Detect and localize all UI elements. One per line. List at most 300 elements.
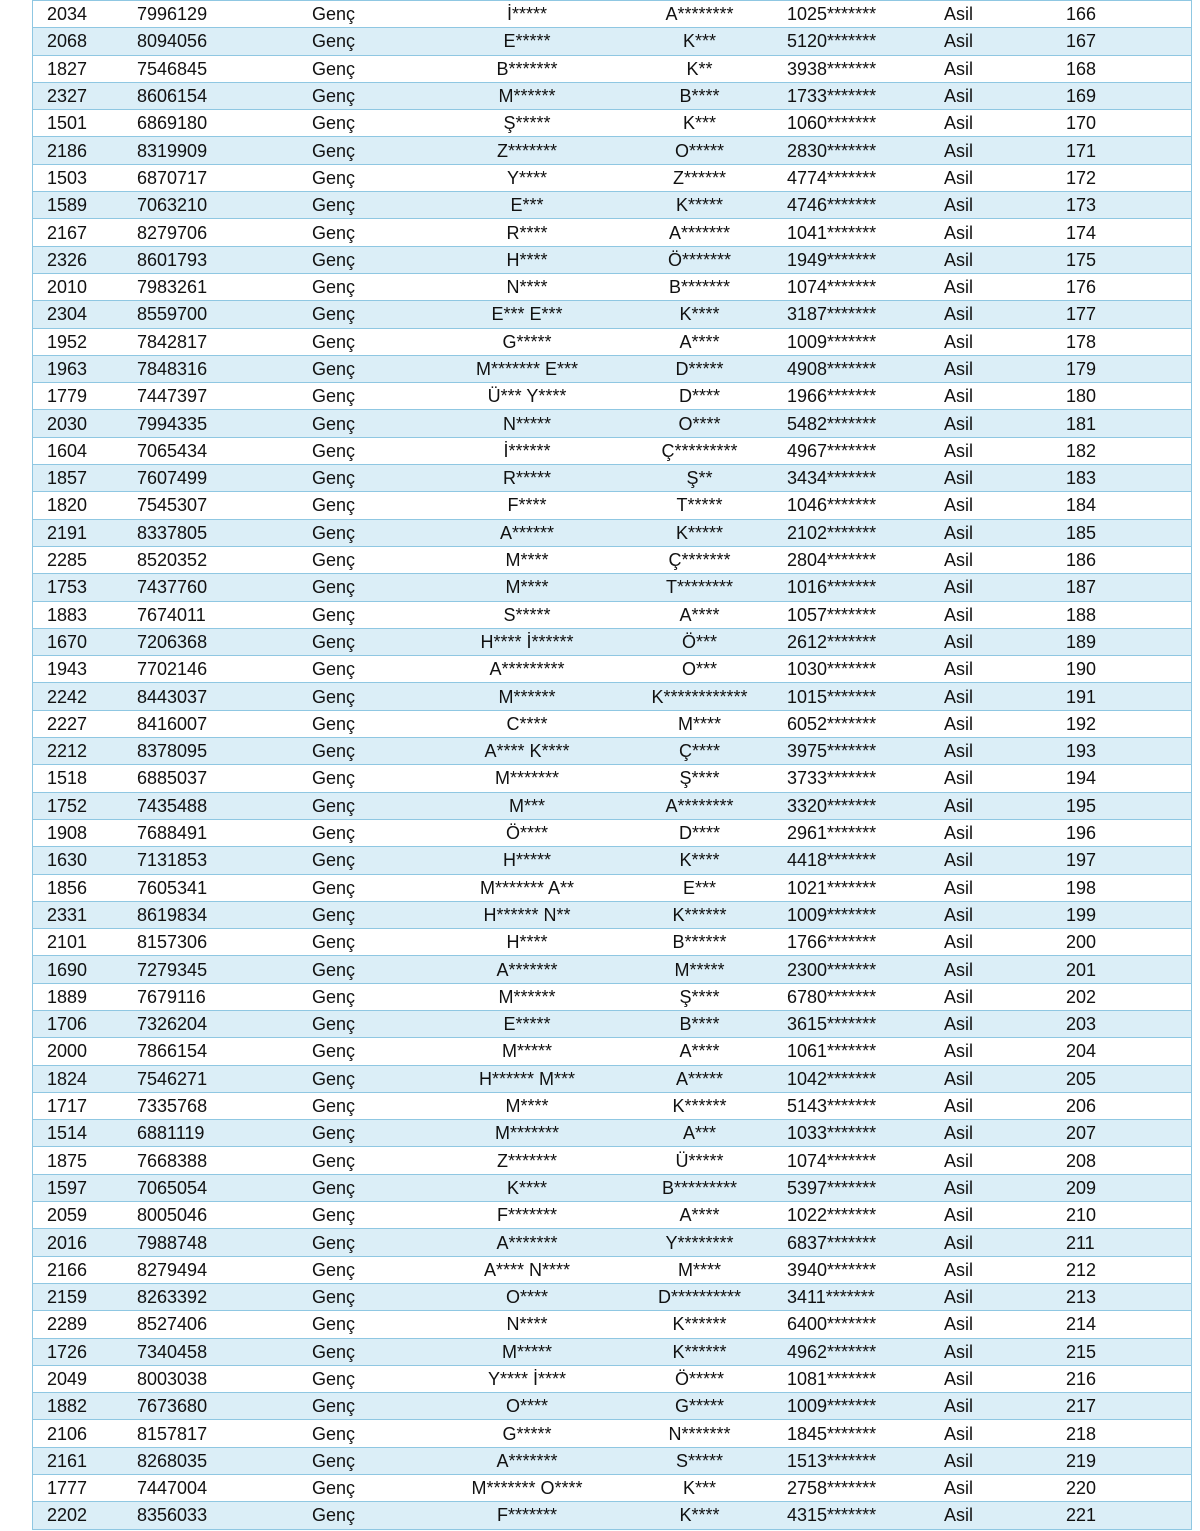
table-row [33,301,1191,328]
row-id-cell: 2030 [33,410,137,437]
list-type-cell: Asil [942,819,1064,846]
id-number-cell: 3615******* [777,1010,942,1037]
application-number-cell: 8601793 [137,246,312,273]
application-number-cell: 7131853 [137,847,312,874]
id-number-cell: 5143******* [777,1092,942,1119]
id-number-cell: 3975******* [777,738,942,765]
row-id-cell: 2202 [33,1502,137,1529]
application-number-cell: 8003038 [137,1365,312,1392]
application-number-cell: 7335768 [137,1092,312,1119]
last-name-cell: O*** [622,656,777,683]
id-number-cell: 1061******* [777,1038,942,1065]
application-number-cell: 7996129 [137,1,312,28]
row-id-cell: 1779 [33,383,137,410]
last-name-cell: A**** [622,1202,777,1229]
first-name-cell: O**** [432,1393,622,1420]
last-name-cell: G***** [622,1393,777,1420]
table-row [33,1475,1191,1502]
application-number-cell: 6869180 [137,110,312,137]
category-cell: Genç [312,355,432,382]
last-name-cell: K** [622,55,777,82]
category-cell: Genç [312,1174,432,1201]
application-number-cell: 6881119 [137,1120,312,1147]
first-name-cell: H**** [432,929,622,956]
first-name-cell: M******* [432,765,622,792]
table-row [33,410,1191,437]
row-id-cell: 2106 [33,1420,137,1447]
rank-cell: 195 [1064,792,1191,819]
last-name-cell: K**** [622,301,777,328]
list-type-cell: Asil [942,219,1064,246]
rank-cell: 197 [1064,847,1191,874]
last-name-cell: A*** [622,1120,777,1147]
row-id-cell: 1952 [33,328,137,355]
last-name-cell: K****** [622,1092,777,1119]
list-type-cell: Asil [942,628,1064,655]
list-type-cell: Asil [942,301,1064,328]
row-id-cell: 1963 [33,355,137,382]
rank-cell: 221 [1064,1502,1191,1529]
table-row [33,465,1191,492]
list-type-cell: Asil [942,765,1064,792]
row-id-cell: 1518 [33,765,137,792]
category-cell: Genç [312,765,432,792]
rank-cell: 171 [1064,137,1191,164]
list-type-cell: Asil [942,738,1064,765]
row-id-cell: 2034 [33,1,137,28]
category-cell: Genç [312,1338,432,1365]
id-number-cell: 1016******* [777,574,942,601]
id-number-cell: 5397******* [777,1174,942,1201]
table-row [33,601,1191,628]
application-number-cell: 6870717 [137,164,312,191]
category-cell: Genç [312,28,432,55]
row-id-cell: 2285 [33,546,137,573]
row-id-cell: 1908 [33,819,137,846]
table-row [33,437,1191,464]
list-type-cell: Asil [942,847,1064,874]
first-name-cell: A****** [432,519,622,546]
last-name-cell: S***** [622,1447,777,1474]
first-name-cell: F**** [432,492,622,519]
first-name-cell: N***** [432,410,622,437]
application-number-cell: 8416007 [137,710,312,737]
last-name-cell: Ç********* [622,437,777,464]
id-number-cell: 1021******* [777,874,942,901]
category-cell: Genç [312,1502,432,1529]
last-name-cell: A**** [622,1038,777,1065]
category-cell: Genç [312,874,432,901]
id-number-cell: 1046******* [777,492,942,519]
first-name-cell: A******* [432,1447,622,1474]
category-cell: Genç [312,383,432,410]
application-number-cell: 7842817 [137,328,312,355]
id-number-cell: 5120******* [777,28,942,55]
application-number-cell: 7702146 [137,656,312,683]
application-number-cell: 7988748 [137,1229,312,1256]
list-type-cell: Asil [942,110,1064,137]
application-number-cell: 7435488 [137,792,312,819]
category-cell: Genç [312,1393,432,1420]
category-cell: Genç [312,1038,432,1065]
category-cell: Genç [312,956,432,983]
last-name-cell: D********** [622,1283,777,1310]
first-name-cell: H**** İ****** [432,628,622,655]
row-id-cell: 1943 [33,656,137,683]
list-type-cell: Asil [942,1010,1064,1037]
category-cell: Genç [312,82,432,109]
application-number-cell: 7063210 [137,192,312,219]
list-type-cell: Asil [942,437,1064,464]
last-name-cell: A******* [622,219,777,246]
category-cell: Genç [312,1065,432,1092]
row-id-cell: 1777 [33,1475,137,1502]
id-number-cell: 4908******* [777,355,942,382]
list-type-cell: Asil [942,355,1064,382]
last-name-cell: M**** [622,710,777,737]
row-id-cell: 1501 [33,110,137,137]
results-table-body [33,1,1191,1530]
application-number-cell: 7447004 [137,1475,312,1502]
row-id-cell: 1630 [33,847,137,874]
last-name-cell: Y******** [622,1229,777,1256]
category-cell: Genç [312,847,432,874]
list-type-cell: Asil [942,465,1064,492]
first-name-cell: İ***** [432,1,622,28]
table-row [33,110,1191,137]
last-name-cell: Ş**** [622,983,777,1010]
application-number-cell: 7065054 [137,1174,312,1201]
id-number-cell: 1074******* [777,273,942,300]
table-row [33,246,1191,273]
category-cell: Genç [312,1147,432,1174]
last-name-cell: B****** [622,929,777,956]
table-row [33,546,1191,573]
table-row [33,137,1191,164]
id-number-cell: 3411******* [777,1283,942,1310]
table-row [33,983,1191,1010]
rank-cell: 202 [1064,983,1191,1010]
rank-cell: 215 [1064,1338,1191,1365]
table-row [33,192,1191,219]
rank-cell: 169 [1064,82,1191,109]
list-type-cell: Asil [942,1475,1064,1502]
table-row [33,1365,1191,1392]
table-row [33,1092,1191,1119]
category-cell: Genç [312,410,432,437]
row-id-cell: 2289 [33,1311,137,1338]
category-cell: Genç [312,601,432,628]
category-cell: Genç [312,55,432,82]
list-type-cell: Asil [942,1120,1064,1147]
first-name-cell: A**** N**** [432,1256,622,1283]
rank-cell: 173 [1064,192,1191,219]
row-id-cell: 1597 [33,1174,137,1201]
table-row [33,738,1191,765]
category-cell: Genç [312,1420,432,1447]
id-number-cell: 2758******* [777,1475,942,1502]
rank-cell: 201 [1064,956,1191,983]
id-number-cell: 1042******* [777,1065,942,1092]
first-name-cell: M**** [432,546,622,573]
row-id-cell: 2227 [33,710,137,737]
list-type-cell: Asil [942,1256,1064,1283]
id-number-cell: 3940******* [777,1256,942,1283]
rank-cell: 196 [1064,819,1191,846]
table-row [33,219,1191,246]
table-row [33,1038,1191,1065]
first-name-cell: Y**** İ**** [432,1365,622,1392]
id-number-cell: 1009******* [777,328,942,355]
first-name-cell: M**** [432,1092,622,1119]
id-number-cell: 3733******* [777,765,942,792]
list-type-cell: Asil [942,492,1064,519]
last-name-cell: K****** [622,1311,777,1338]
row-id-cell: 2331 [33,901,137,928]
list-type-cell: Asil [942,1393,1064,1420]
table-row [33,1202,1191,1229]
category-cell: Genç [312,1092,432,1119]
row-id-cell: 1753 [33,574,137,601]
row-id-cell: 1726 [33,1338,137,1365]
rank-cell: 175 [1064,246,1191,273]
category-cell: Genç [312,901,432,928]
table-row [33,574,1191,601]
last-name-cell: Ç**** [622,738,777,765]
list-type-cell: Asil [942,1065,1064,1092]
table-row [33,519,1191,546]
category-cell: Genç [312,328,432,355]
list-type-cell: Asil [942,519,1064,546]
first-name-cell: A******* [432,956,622,983]
rank-cell: 210 [1064,1202,1191,1229]
rank-cell: 192 [1064,710,1191,737]
id-number-cell: 3434******* [777,465,942,492]
rank-cell: 200 [1064,929,1191,956]
last-name-cell: K************ [622,683,777,710]
table-row [33,1065,1191,1092]
table-row [33,628,1191,655]
rank-cell: 176 [1064,273,1191,300]
last-name-cell: K*** [622,1475,777,1502]
id-number-cell: 3938******* [777,55,942,82]
application-number-cell: 7607499 [137,465,312,492]
row-id-cell: 2101 [33,929,137,956]
results-table [33,0,1191,1530]
row-id-cell: 2016 [33,1229,137,1256]
rank-cell: 190 [1064,656,1191,683]
list-type-cell: Asil [942,656,1064,683]
list-type-cell: Asil [942,1283,1064,1310]
row-id-cell: 1889 [33,983,137,1010]
last-name-cell: T******** [622,574,777,601]
first-name-cell: M****** [432,683,622,710]
list-type-cell: Asil [942,1447,1064,1474]
list-type-cell: Asil [942,929,1064,956]
category-cell: Genç [312,1,432,28]
table-row [33,1229,1191,1256]
first-name-cell: M***** [432,1038,622,1065]
list-type-cell: Asil [942,1338,1064,1365]
list-type-cell: Asil [942,1229,1064,1256]
table-row [33,1147,1191,1174]
table-row [33,1311,1191,1338]
category-cell: Genç [312,738,432,765]
application-number-cell: 7668388 [137,1147,312,1174]
first-name-cell: M*** [432,792,622,819]
id-number-cell: 1030******* [777,656,942,683]
last-name-cell: Ö***** [622,1365,777,1392]
category-cell: Genç [312,1311,432,1338]
last-name-cell: K***** [622,192,777,219]
rank-cell: 198 [1064,874,1191,901]
category-cell: Genç [312,246,432,273]
row-id-cell: 2167 [33,219,137,246]
rank-cell: 208 [1064,1147,1191,1174]
application-number-cell: 7326204 [137,1010,312,1037]
id-number-cell: 1966******* [777,383,942,410]
table-row [33,847,1191,874]
first-name-cell: M**** [432,574,622,601]
list-type-cell: Asil [942,192,1064,219]
category-cell: Genç [312,819,432,846]
rank-cell: 188 [1064,601,1191,628]
last-name-cell: K***** [622,519,777,546]
last-name-cell: B**** [622,1010,777,1037]
first-name-cell: N**** [432,1311,622,1338]
table-row [33,956,1191,983]
last-name-cell: E*** [622,874,777,901]
row-id-cell: 1589 [33,192,137,219]
row-id-cell: 1604 [33,437,137,464]
row-id-cell: 2242 [33,683,137,710]
rank-cell: 170 [1064,110,1191,137]
id-number-cell: 1074******* [777,1147,942,1174]
application-number-cell: 8279706 [137,219,312,246]
list-type-cell: Asil [942,273,1064,300]
id-number-cell: 1041******* [777,219,942,246]
list-type-cell: Asil [942,82,1064,109]
row-id-cell: 1752 [33,792,137,819]
first-name-cell: O**** [432,1283,622,1310]
id-number-cell: 4418******* [777,847,942,874]
category-cell: Genç [312,929,432,956]
last-name-cell: M***** [622,956,777,983]
rank-cell: 205 [1064,1065,1191,1092]
id-number-cell: 1022******* [777,1202,942,1229]
table-row [33,819,1191,846]
last-name-cell: A******** [622,1,777,28]
last-name-cell: O***** [622,137,777,164]
first-name-cell: Y**** [432,164,622,191]
application-number-cell: 7679116 [137,983,312,1010]
first-name-cell: Ü*** Y**** [432,383,622,410]
application-number-cell: 8337805 [137,519,312,546]
application-number-cell: 7340458 [137,1338,312,1365]
row-id-cell: 2010 [33,273,137,300]
row-id-cell: 1882 [33,1393,137,1420]
id-number-cell: 2804******* [777,546,942,573]
application-number-cell: 8520352 [137,546,312,573]
application-number-cell: 8279494 [137,1256,312,1283]
category-cell: Genç [312,574,432,601]
application-number-cell: 7279345 [137,956,312,983]
table-row [33,656,1191,683]
application-number-cell: 7994335 [137,410,312,437]
application-number-cell: 8356033 [137,1502,312,1529]
id-number-cell: 1766******* [777,929,942,956]
list-type-cell: Asil [942,1311,1064,1338]
rank-cell: 207 [1064,1120,1191,1147]
row-id-cell: 2304 [33,301,137,328]
last-name-cell: T***** [622,492,777,519]
id-number-cell: 1015******* [777,683,942,710]
table-row [33,874,1191,901]
rank-cell: 179 [1064,355,1191,382]
category-cell: Genç [312,465,432,492]
row-id-cell: 1514 [33,1120,137,1147]
row-id-cell: 1824 [33,1065,137,1092]
table-row [33,1393,1191,1420]
id-number-cell: 2102******* [777,519,942,546]
category-cell: Genç [312,219,432,246]
last-name-cell: D**** [622,819,777,846]
first-name-cell: E***** [432,1010,622,1037]
list-type-cell: Asil [942,792,1064,819]
category-cell: Genç [312,273,432,300]
row-id-cell: 2059 [33,1202,137,1229]
category-cell: Genç [312,656,432,683]
table-row [33,710,1191,737]
id-number-cell: 2612******* [777,628,942,655]
first-name-cell: M******* O**** [432,1475,622,1502]
list-type-cell: Asil [942,874,1064,901]
table-row [33,328,1191,355]
application-number-cell: 8606154 [137,82,312,109]
list-type-cell: Asil [942,1174,1064,1201]
rank-cell: 218 [1064,1420,1191,1447]
category-cell: Genç [312,1475,432,1502]
rank-cell: 180 [1064,383,1191,410]
table-row [33,55,1191,82]
row-id-cell: 2049 [33,1365,137,1392]
last-name-cell: D***** [622,355,777,382]
application-number-cell: 8559700 [137,301,312,328]
table-row [33,1120,1191,1147]
rank-cell: 199 [1064,901,1191,928]
last-name-cell: B**** [622,82,777,109]
table-row [33,792,1191,819]
id-number-cell: 1060******* [777,110,942,137]
id-number-cell: 6400******* [777,1311,942,1338]
list-type-cell: Asil [942,710,1064,737]
rank-cell: 214 [1064,1311,1191,1338]
category-cell: Genç [312,192,432,219]
first-name-cell: M******* [432,1120,622,1147]
list-type-cell: Asil [942,246,1064,273]
first-name-cell: E*** [432,192,622,219]
id-number-cell: 1513******* [777,1447,942,1474]
list-type-cell: Asil [942,1365,1064,1392]
application-number-cell: 8094056 [137,28,312,55]
list-type-cell: Asil [942,956,1064,983]
first-name-cell: M***** [432,1338,622,1365]
last-name-cell: N******* [622,1420,777,1447]
id-number-cell: 4774******* [777,164,942,191]
last-name-cell: B********* [622,1174,777,1201]
row-id-cell: 1717 [33,1092,137,1119]
list-type-cell: Asil [942,683,1064,710]
